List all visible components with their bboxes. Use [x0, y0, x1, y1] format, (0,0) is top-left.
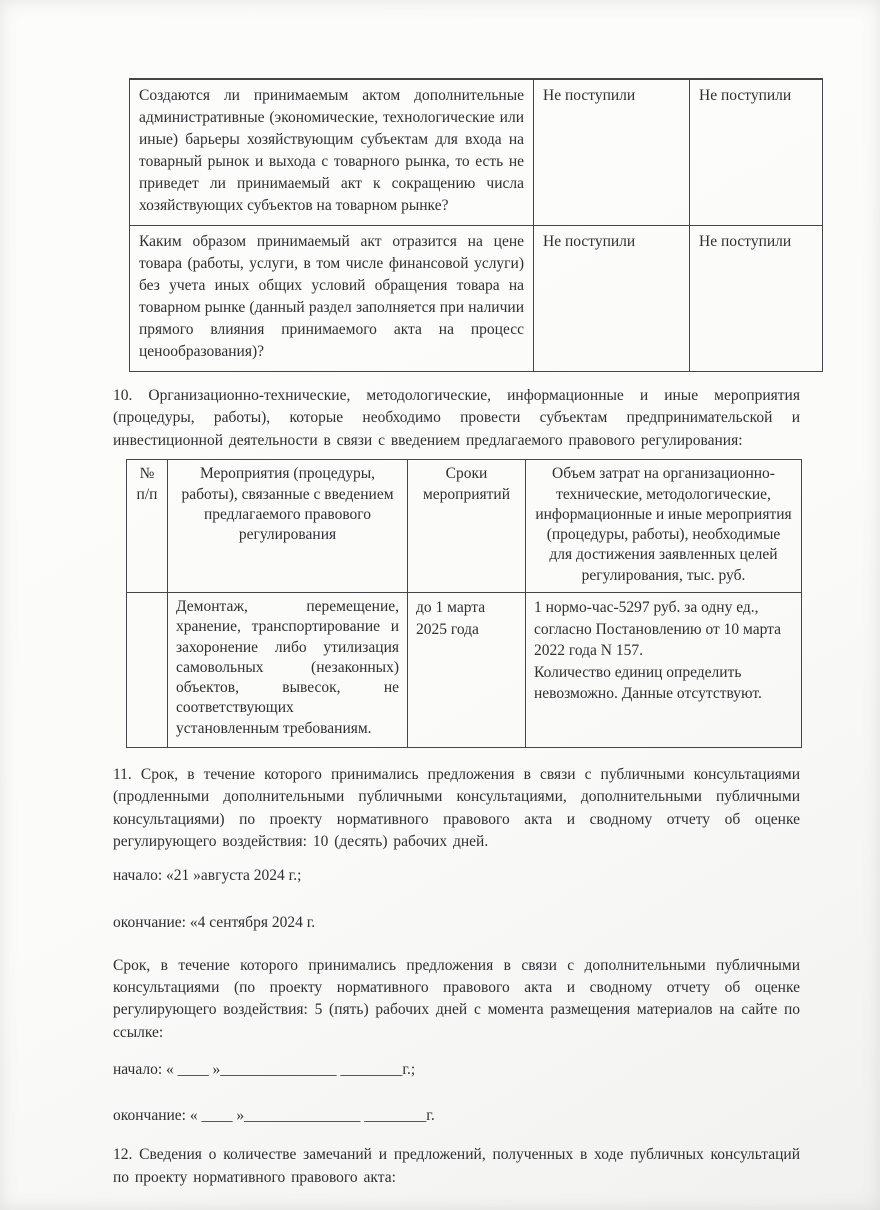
impact-assessment-table — [129, 78, 823, 372]
term-cell: до 1 марта 2025 года — [408, 593, 526, 748]
proposals-cell: Не поступили — [690, 79, 823, 226]
measures-header-row — [127, 460, 802, 593]
col-header-costs: Объем затрат на организационно-технические, методологические, информационные и иные мероприятия (процедуры, работы), необходимые для достижения заявленных целей регулирования, тыс. руб. — [526, 460, 802, 593]
end-date-line: окончание: «4 сентября 2024 г. — [113, 913, 316, 931]
cost-line: 1 нормо-час-5297 руб. за одну ед., согласно Постановлению от 10 марта 2022 года N 157. — [534, 599, 782, 659]
proposals-cell: Не поступили — [534, 79, 690, 226]
table-row — [130, 79, 823, 226]
table-row — [130, 226, 823, 372]
proposals-cell: Не поступили — [690, 226, 823, 372]
document-content — [113, 78, 800, 1189]
measures-table — [126, 459, 802, 748]
end-date-blank-line: окончание: « ____ »_______________ ________г. — [113, 1107, 435, 1125]
question-cell: Создаются ли принимаемым актом дополнительные административные (экономические, технологические или иные) барьеры хозяйствующим субъектам для входа на товарный рынок и выхода с товарного рынка, то есть не приведет ли принимаемый акт к сокращению числа хозяйствующих субъектов на товарном рынке? — [130, 79, 534, 226]
row-num-cell — [127, 593, 168, 748]
question-cell: Каким образом принимаемый акт отразится на цене товара (работы, услуги, в том числе финансовой услуги) без учета иных общих условий обращения товара на товарном рынке (данный раздел заполняется при наличии прямого влияния принимаемого акта на процесс ценообразования)? — [130, 226, 534, 372]
proposals-cell: Не поступили — [534, 226, 690, 372]
section-11-paragraph: 11. Срок, в течение которого принимались предложения в связи с публичными консультациями (продленными дополнительными публичными консультациями, дополнительными публичными консультациями) по проекту нормативного правового акта и сводному отчету об оценке регулирующего воздействия: 10 (десять) рабочих дней. — [113, 766, 800, 851]
measure-cell: Демонтаж, перемещение, хранение, транспортирование и захоронение либо утилизация самовольных (незаконных) объектов, вывесок, не соответствующих установленным требованиям. — [168, 593, 408, 748]
cost-cell — [526, 593, 802, 748]
start-date-line: начало: «21 »августа 2024 г.; — [113, 866, 302, 884]
section-12-paragraph: 12. Сведения о количестве замечаний и предложений, полученных в ходе публичных консультаций по проекту нормативного правового акта: — [113, 1146, 800, 1186]
section-10-paragraph: 10. Организационно-технические, методологические, информационные и иные мероприятия (процедуры, работы), которые необходимо провести субъектам предпринимательской и инвестиционной деятельности в связи с введением предлагаемого правового регулирования: — [113, 387, 800, 449]
measures-data-row — [127, 593, 802, 748]
additional-consultations-paragraph: Срок, в течение которого принимались предложения в связи с дополнительными публичными консультациями (по проекту нормативного правового акта и сводному отчету об оценке регулирующего воздействия: 5 (пять) рабочих дней с момента размещения материалов на сайте по ссылке: — [113, 956, 800, 1041]
cost-line: Количество единиц определить невозможно. Данные отсутствуют. — [534, 663, 762, 702]
start-date-blank-line: начало: « ____ »_______________ ________г.; — [113, 1061, 416, 1079]
col-header-measures: Мероприятия (процедуры, работы), связанные с введением предлагаемого правового регулирования — [168, 460, 408, 593]
col-header-num: № п/п — [127, 460, 168, 593]
col-header-terms: Сроки мероприятий — [408, 460, 526, 593]
